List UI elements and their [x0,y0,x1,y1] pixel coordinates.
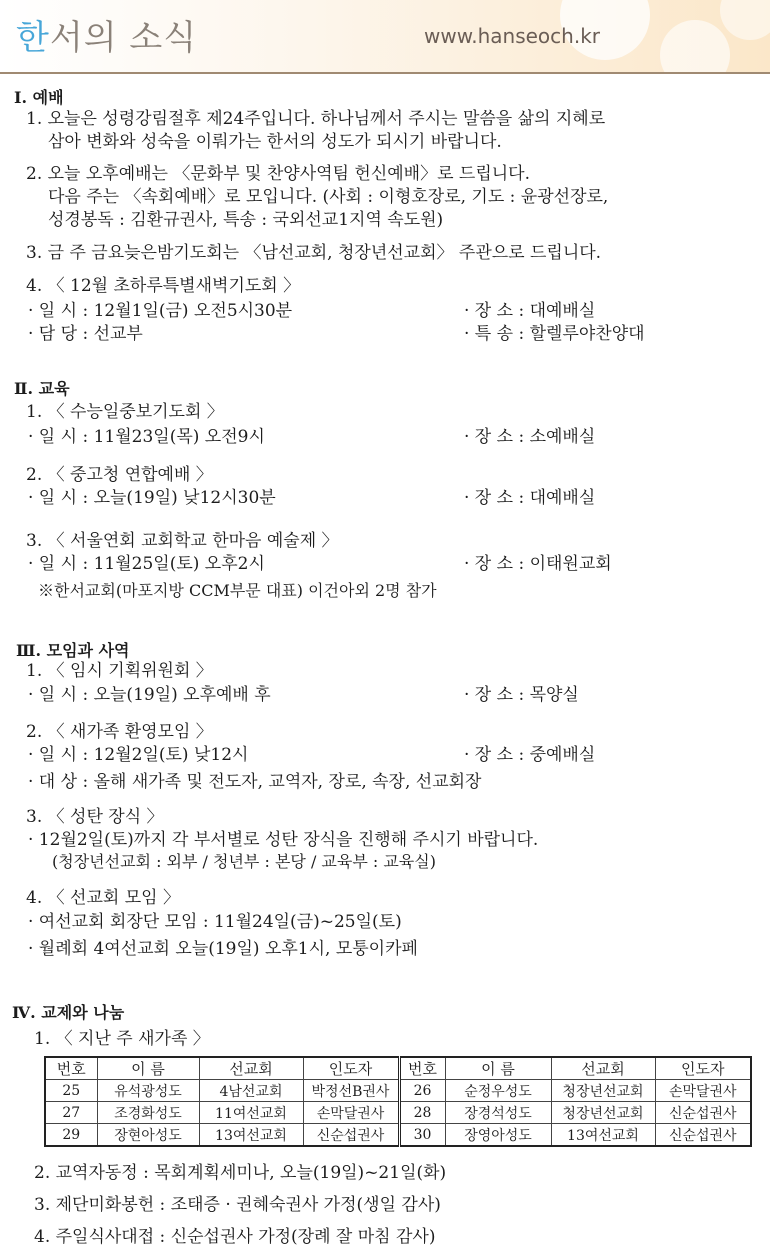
section-title-fellowship: Ⅳ. 교제와 나눔 [12,1003,125,1022]
header-divider [0,72,770,74]
column-header-guide: 인도자 [303,1057,399,1080]
event-heading: 3. 〈 성탄 장식 〉 [26,807,164,827]
event-date: · 일 시 : 12월2일(토) 낮12시 [28,745,249,765]
table-row [45,1080,751,1102]
event-heading: 4. 〈 선교회 모임 〉 [26,888,180,908]
header-banner [0,0,770,72]
notice-line: 다음 주는 〈속회예배〉로 모입니다. (사회 : 이형호장로, 기도 : 윤광선장로, [48,187,609,207]
event-place: · 장 소 : 목양실 [464,685,579,705]
event-heading: 2. 〈 중고청 연합예배 〉 [26,465,213,485]
notice-line: 2. 교역자동정 : 목회계획세미나, 오늘(19일)~21일(화) [34,1163,447,1183]
event-heading: 2. 〈 새가족 환영모임 〉 [26,722,213,742]
column-header-mission: 선교회 [551,1057,655,1080]
table-row [45,1124,751,1147]
event-date: · 일 시 : 오늘(19일) 오후예배 후 [28,685,271,705]
notice-line: 성경봉독 : 김환규권사, 특송 : 국외선교1지역 속도원) [48,210,444,230]
notice-line: 3. 제단미화봉헌 : 조태증 · 권혜숙권사 가정(생일 감사) [34,1195,441,1215]
flower-decoration [660,20,730,72]
notice-line: 3. 금 주 금요늦은밤기도회는 〈남선교회, 청장년선교회〉 주관으로 드립니다. [26,243,602,263]
notice-line: 삼아 변화와 성숙을 이뤄가는 한서의 성도가 되시기 바랍니다. [48,132,502,152]
section-title-worship: Ⅰ. 예배 [14,88,64,107]
notice-line: · 여선교회 회장단 모임 : 11월24일(금)~25일(토) [28,912,402,932]
event-heading: 1. 〈 지난 주 새가족 〉 [34,1029,210,1049]
event-place: · 장 소 : 대예배실 [464,488,596,508]
table-cell: 27 [45,1102,97,1124]
table-cell: 28 [399,1102,445,1124]
flower-decoration [720,0,770,40]
notice-line: 2. 오늘 오후예배는 〈문화부 및 찬양사역팀 헌신예배〉로 드립니다. [26,164,530,184]
table-cell: 유석광성도 [97,1080,199,1102]
event-date: · 일 시 : 오늘(19일) 낮12시30분 [28,488,276,508]
table-cell: 손막달권사 [655,1080,751,1102]
event-heading: 1. 〈 수능일중보기도회 〉 [26,402,224,422]
new-members-table [44,1056,752,1147]
event-place: · 장 소 : 소예배실 [464,427,596,447]
notice-line: · 월례회 4여선교회 오늘(19일) 오후1시, 모퉁이카페 [28,939,418,959]
event-place: · 장 소 : 중예배실 [464,745,596,765]
newsletter-title: 한서의 소식 [16,18,198,58]
column-header-guide: 인도자 [655,1057,751,1080]
table-cell: 25 [45,1080,97,1102]
table-cell: 박정선B권사 [303,1080,399,1102]
event-date: · 일 시 : 11월23일(목) 오전9시 [28,427,265,447]
table-cell: 11여선교회 [199,1102,303,1124]
notice-line: · 12월2일(토)까지 각 부서별로 성탄 장식을 진행해 주시기 바랍니다. [28,830,539,850]
event-date: · 일 시 : 12월1일(금) 오전5시30분 [28,301,293,321]
event-special-song: · 특 송 : 할렐루야찬양대 [464,324,645,344]
table-cell: 13여선교회 [551,1124,655,1147]
section-title-education: Ⅱ. 교육 [14,379,70,398]
notice-line: 1. 오늘은 성령강림절후 제24주입니다. 하나님께서 주시는 말씀을 삶의 지혜로 [26,109,606,129]
column-header-number: 번호 [45,1057,97,1080]
event-charge: · 담 당 : 선교부 [28,324,143,344]
table-row [45,1102,751,1124]
event-target: · 대 상 : 올해 새가족 및 전도자, 교역자, 장로, 속장, 선교회장 [28,772,482,792]
table-cell: 청장년선교회 [551,1080,655,1102]
table-cell: 신순섭권사 [303,1124,399,1147]
column-header-name: 이 름 [97,1057,199,1080]
table-cell: 신순섭권사 [655,1102,751,1124]
table-cell: 장영아성도 [445,1124,551,1147]
table-cell: 조경화성도 [97,1102,199,1124]
table-cell: 4남선교회 [199,1080,303,1102]
table-cell: 장경석성도 [445,1102,551,1124]
table-cell: 신순섭권사 [655,1124,751,1147]
event-note: ※한서교회(마포지방 CCM부문 대표) 이건아외 2명 참가 [38,581,437,600]
section-title-meetings: Ⅲ. 모임과 사역 [16,641,130,660]
event-heading: 4. 〈 12월 초하루특별새벽기도회 〉 [26,276,301,296]
column-header-name: 이 름 [445,1057,551,1080]
column-header-mission: 선교회 [199,1057,303,1080]
notice-line: 4. 주일식사대접 : 신순섭권사 가정(장례 잘 마침 감사) [34,1227,436,1247]
website-url[interactable]: www.hanseoch.kr [424,24,600,48]
event-date: · 일 시 : 11월25일(토) 오후2시 [28,554,265,574]
table-cell: 손막달권사 [303,1102,399,1124]
table-cell: 26 [399,1080,445,1102]
table-header-row [45,1057,751,1080]
table-cell: 29 [45,1124,97,1147]
event-heading: 3. 〈 서울연회 교회학교 한마음 예술제 〉 [26,531,339,551]
event-place: · 장 소 : 이태원교회 [464,554,612,574]
table-cell: 장현아성도 [97,1124,199,1147]
table-cell: 청장년선교회 [551,1102,655,1124]
table-cell: 30 [399,1124,445,1147]
table-cell: 순정우성도 [445,1080,551,1102]
event-heading: 1. 〈 임시 기획위원회 〉 [26,661,213,681]
notice-line: (청장년선교회 : 외부 / 청년부 : 본당 / 교육부 : 교육실) [52,852,436,871]
table-cell: 13여선교회 [199,1124,303,1147]
event-place: · 장 소 : 대예배실 [464,301,596,321]
column-header-number: 번호 [399,1057,445,1080]
